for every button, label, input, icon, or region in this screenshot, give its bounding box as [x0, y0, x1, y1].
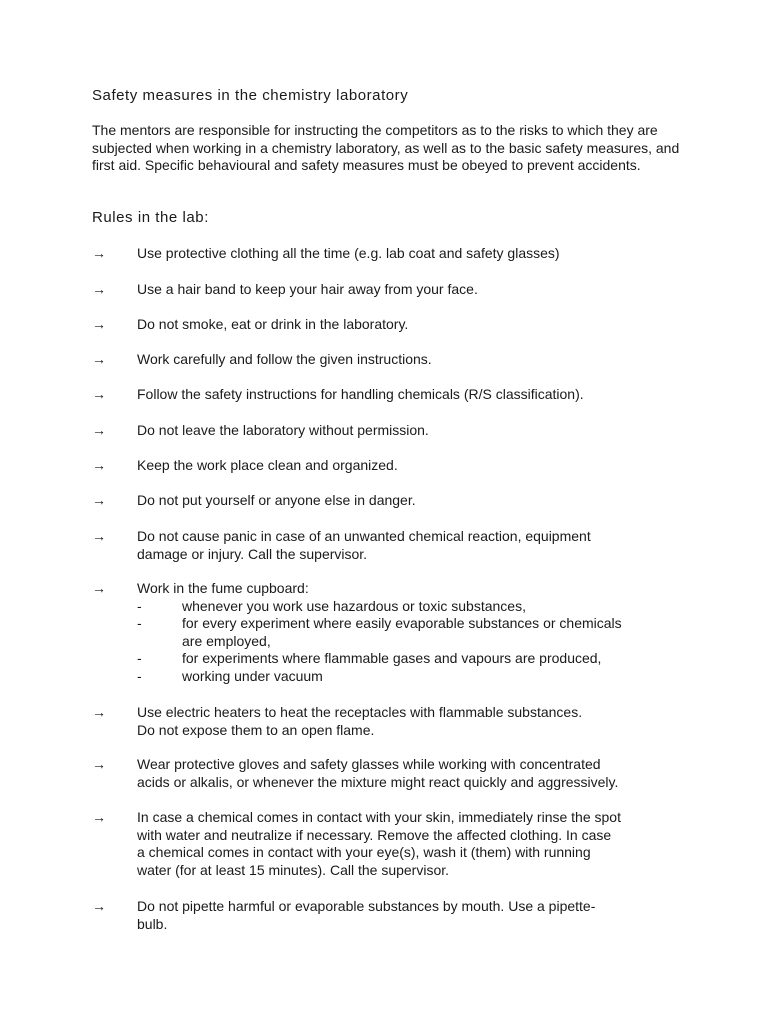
fume-cupboard-sublist: [137, 598, 697, 686]
right-arrow-icon: →: [92, 245, 106, 261]
dash-bullet: -: [137, 650, 142, 667]
right-arrow-icon: →: [92, 422, 106, 438]
rule-text: Keep the work place clean and organized.: [137, 457, 398, 473]
right-arrow-icon: →: [92, 528, 106, 544]
rule-text: Work in the fume cupboard:: [137, 580, 309, 596]
right-arrow-icon: →: [92, 351, 106, 367]
dash-bullet: -: [137, 597, 142, 614]
dash-bullet: -: [137, 615, 142, 632]
dash-bullet: -: [137, 667, 142, 684]
rule-text: Use electric heaters to heat the receptacles with flammable substances. Do not expose them to an open flame.: [137, 704, 583, 738]
right-arrow-icon: →: [92, 281, 106, 297]
sublist-item: [137, 650, 697, 668]
rule-text: Do not leave the laboratory without permission.: [137, 422, 429, 438]
right-arrow-icon: →: [92, 580, 106, 596]
rule-text: Work carefully and follow the given instructions.: [137, 351, 432, 367]
rule-text: Do not put yourself or anyone else in danger.: [137, 492, 416, 508]
rule-text: Wear protective gloves and safety glasses while working with concentrated acids or alkalis, or whenever the mixture might react quickly and aggressively.: [137, 756, 619, 790]
rule-text: Do not cause panic in case of an unwanted chemical reaction, equipment damage or injury. Call the supervisor.: [137, 528, 591, 562]
right-arrow-icon: →: [92, 386, 106, 402]
rule-text: Do not pipette harmful or evaporable substances by mouth. Use a pipette- bulb.: [137, 898, 596, 932]
rule-text: Do not smoke, eat or drink in the laboratory.: [137, 316, 409, 332]
rule-text: In case a chemical comes in contact with your skin, immediately rinse the spot with water and neutralize if necessary. Remove the affected clothing. In case a chemical comes in contact with your eye(s), wash it (them) with running water (for at least 15 minutes). Call the supervisor.: [137, 809, 621, 878]
right-arrow-icon: →: [92, 457, 106, 473]
rule-text: Use a hair band to keep your hair away from your face.: [137, 281, 478, 297]
sublist-item: [137, 598, 697, 616]
sublist-item: [137, 615, 697, 650]
right-arrow-icon: →: [92, 316, 106, 332]
right-arrow-icon: →: [92, 492, 106, 508]
rule-text: Use protective clothing all the time (e.g. lab coat and safety glasses): [137, 245, 560, 261]
right-arrow-icon: →: [92, 756, 106, 772]
rule-text: Follow the safety instructions for handling chemicals (R/S classification).: [137, 386, 584, 402]
right-arrow-icon: →: [92, 704, 106, 720]
sublist-item-text: for experiments where flammable gases and vapours are produced,: [182, 650, 602, 667]
rules-heading: Rules in the lab:: [92, 209, 209, 226]
page-title: Safety measures in the chemistry laboratory: [92, 87, 409, 104]
sublist-item: [137, 668, 697, 686]
sublist-item-text: whenever you work use hazardous or toxic substances,: [182, 597, 526, 614]
intro-paragraph: The mentors are responsible for instructing the competitors as to the risks to which they are subjected when working in a chemistry laboratory, as well as to the basic safety measures, and first aid. Specific behavioural and safety measures must be obeyed to prevent accidents.: [92, 122, 680, 174]
sublist-item-text: working under vacuum: [182, 667, 323, 684]
right-arrow-icon: →: [92, 898, 106, 914]
right-arrow-icon: →: [92, 809, 106, 825]
sublist-item-text: for every experiment where easily evaporable substances or chemicals are employed,: [182, 615, 622, 649]
